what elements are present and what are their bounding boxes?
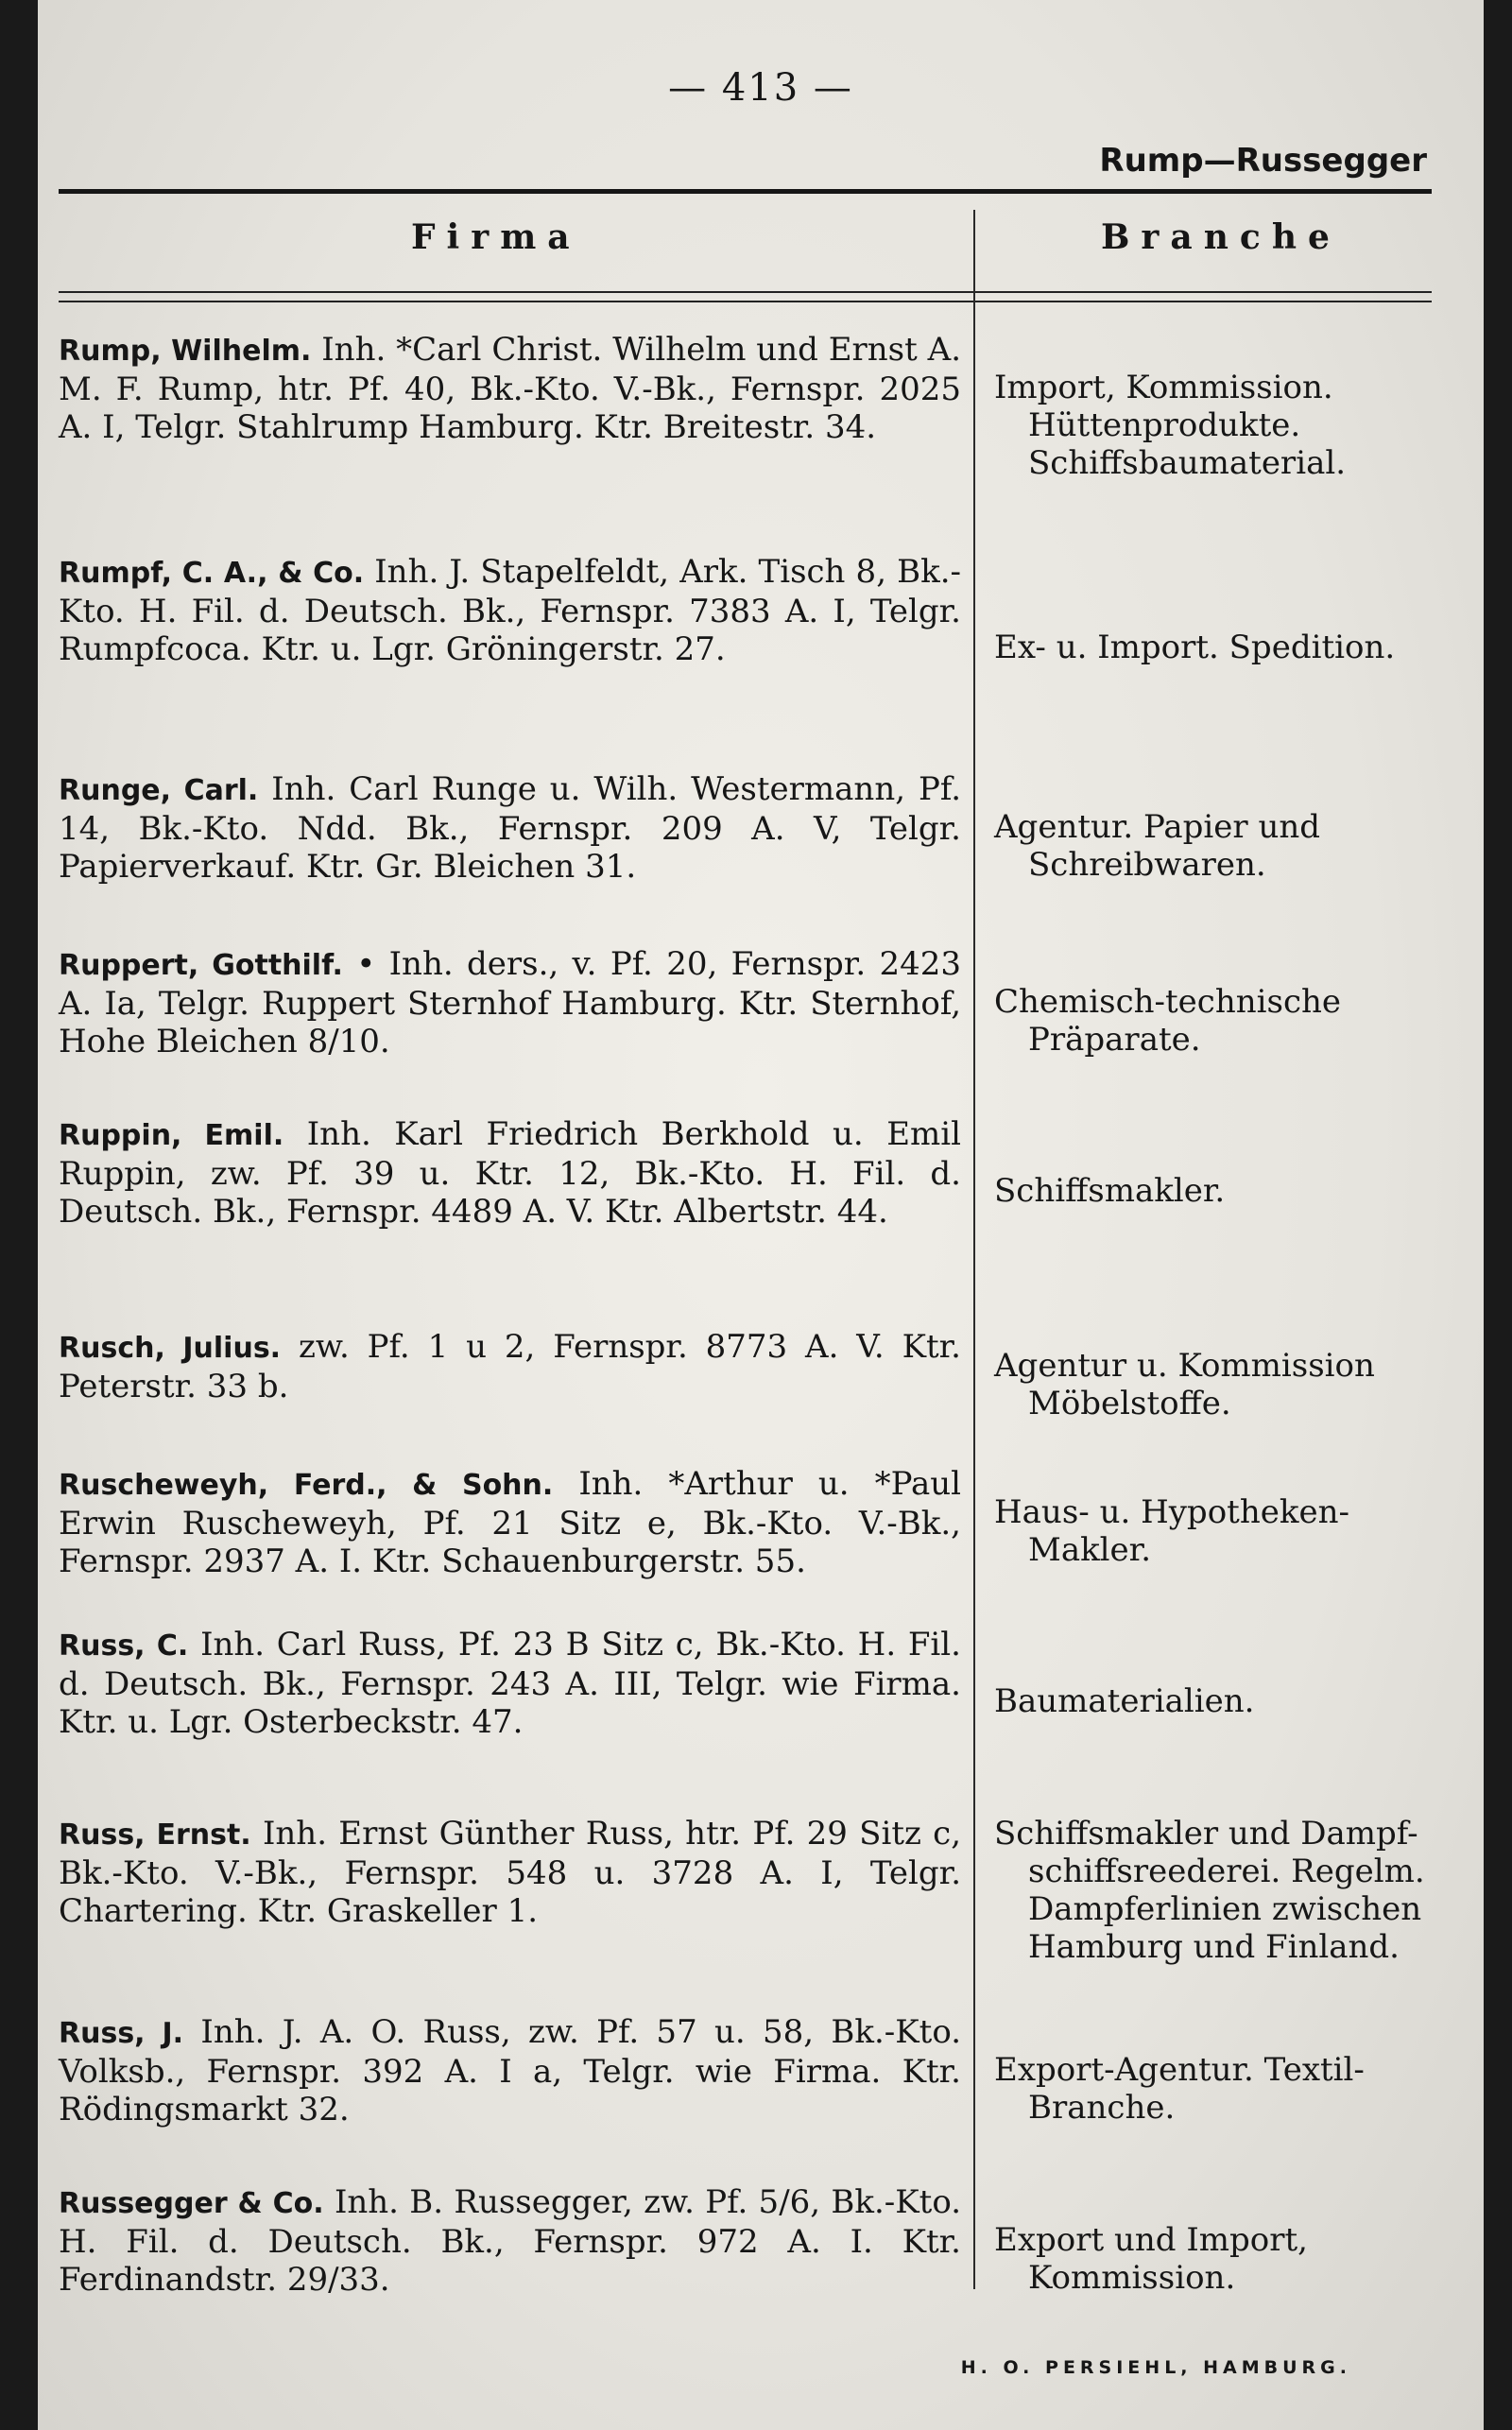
column-header-branche: Branche xyxy=(1101,217,1341,257)
branche-line: Chemisch-technische xyxy=(994,983,1342,1021)
entry-branche xyxy=(994,1172,1486,1210)
branche-line: Export und Import, xyxy=(994,2221,1308,2259)
entry-details: Inh. J. Stapelfeldt, Ark. Tisch 8, Bk.-Kto. H. Fil. d. Deutsch. Bk., Fernspr. 7383 A. I, Telgr. Rumpfcoca. Ktr. u. Lgr. Gröningerstr. 27. xyxy=(59,553,961,668)
entry-branche xyxy=(994,983,1486,1059)
branche-line: Möbelstoffe. xyxy=(1028,1385,1231,1422)
running-head: Rump—Russegger xyxy=(1099,142,1427,180)
entry-name: Ruscheweyh, Ferd., & Sohn. xyxy=(59,1469,554,1502)
branche-line: Ex- u. Import. Spedition. xyxy=(994,629,1396,666)
entry-firma xyxy=(59,1815,961,1930)
branche-line: Schiffsbaumaterial. xyxy=(1028,444,1347,482)
branche-line: Baumaterialien. xyxy=(994,1682,1255,1720)
entry-firma xyxy=(59,1115,961,1231)
entry-name: Rump, Wilhelm. xyxy=(59,335,312,368)
entry-branche xyxy=(994,2051,1486,2127)
page-number: — 413 — xyxy=(668,66,853,110)
entry-name: Russ, Ernst. xyxy=(59,1818,251,1852)
entry-name: Runge, Carl. xyxy=(59,774,259,807)
entry-details: Inh. Karl Friedrich Berkhold u. Emil Ruppin, zw. Pf. 39 u. Ktr. 12, Bk.-Kto. H. Fil. d. Deutsch. Bk., Fernspr. 4489 A. V. Ktr. Albertstr. 44. xyxy=(59,1115,962,1231)
directory-page xyxy=(38,0,1484,2430)
entry-branche xyxy=(994,1493,1486,1569)
branche-line: Hamburg und Finland. xyxy=(1028,1928,1400,1966)
entry-firma xyxy=(59,1465,961,1580)
entry-branche xyxy=(994,369,1486,482)
entry-details: Inh. Carl Runge u. Wilh. Westermann, Pf. 14, Bk.-Kto. Ndd. Bk., Fernspr. 209 A. V, Telgr. Papierverkauf. Ktr. Gr. Bleichen 31. xyxy=(59,770,962,886)
header-rule xyxy=(59,189,1432,194)
branche-line: Agentur. Papier und xyxy=(994,808,1321,846)
branche-line: Schreibwaren. xyxy=(1028,846,1266,884)
entry-name: Rumpf, C. A., & Co. xyxy=(59,557,365,590)
entry-branche xyxy=(994,629,1486,666)
entry-firma xyxy=(59,331,961,446)
entry-branche xyxy=(994,808,1486,884)
branche-line: Hüttenprodukte. xyxy=(1028,406,1301,444)
branche-line: Haus- u. Hypotheken- xyxy=(994,1493,1349,1531)
entry-name: Ruppert, Gotthilf. xyxy=(59,949,343,982)
entry-firma xyxy=(59,1626,961,1741)
branche-line: Präparate. xyxy=(1028,1021,1201,1059)
column-header-firma: Firma xyxy=(411,217,581,257)
entry-branche xyxy=(994,1347,1486,1422)
entry-branche xyxy=(994,2221,1486,2297)
entry-details: Inh. B. Russegger, zw. Pf. 5/6, Bk.-Kto. H. Fil. d. Deutsch. Bk., Fernspr. 972 A. I. Ktr. Ferdinandstr. 29/33. xyxy=(59,2183,961,2299)
branche-line: Import, Kommission. xyxy=(994,369,1333,406)
entry-details: • Inh. ders., v. Pf. 20, Fernspr. 2423 A. Ia, Telgr. Ruppert Sternhof Hamburg. Ktr. Sternhof, Hohe Bleichen 8/10. xyxy=(59,945,961,1060)
branche-line: Kommission. xyxy=(1028,2259,1236,2297)
branche-line: Agentur u. Kommission xyxy=(994,1347,1375,1385)
entry-name: Russ, C. xyxy=(59,1629,189,1663)
entry-details: Inh. *Carl Christ. Wilhelm und Ernst A. M. F. Rump, htr. Pf. 40, Bk.-Kto. V.-Bk., Fernspr. 2025 A. I, Telgr. Stahlrump Hamburg. Ktr. Breitestr. 34. xyxy=(59,331,961,446)
branche-line: Makler. xyxy=(1028,1531,1152,1569)
entry-firma xyxy=(59,2183,961,2299)
entry-details: Inh. J. A. O. Russ, zw. Pf. 57 u. 58, Bk.-Kto. Volksb., Fernspr. 392 A. I a, Telgr. wie Firma. Ktr. Rödingsmarkt 32. xyxy=(59,2013,962,2128)
entry-details: zw. Pf. 1 u 2, Fernspr. 8773 A. V. Ktr. Peterstr. 33 b. xyxy=(59,1328,961,1405)
branche-line: Schiffsmakler und Dampf- xyxy=(994,1815,1418,1853)
entry-firma xyxy=(59,553,961,668)
entry-firma xyxy=(59,945,961,1060)
branche-line: schiffsreederei. Regelm. xyxy=(1028,1853,1425,1890)
branche-line: Export-Agentur. Textil- xyxy=(994,2051,1365,2089)
column-divider xyxy=(973,210,975,2289)
entry-details: Inh. *Arthur u. *Paul Erwin Ruscheweyh, Pf. 21 Sitz e, Bk.-Kto. V.-Bk., Fernspr. 2937 A. I. Ktr. Schauenburgerstr. 55. xyxy=(59,1465,961,1580)
branche-line: Schiffsmakler. xyxy=(994,1172,1226,1210)
header-double-rule xyxy=(59,291,1432,302)
entry-name: Russegger & Co. xyxy=(59,2187,324,2220)
entry-branche xyxy=(994,1815,1486,1966)
entry-details: Inh. Ernst Günther Russ, htr. Pf. 29 Sitz c, Bk.-Kto. V.-Bk., Fernspr. 548 u. 3728 A. I, Telgr. Chartering. Ktr. Graskeller 1. xyxy=(59,1815,961,1930)
printer-imprint: H. O. PERSIEHL, HAMBURG. xyxy=(960,2357,1351,2378)
entry-details: Inh. Carl Russ, Pf. 23 B Sitz c, Bk.-Kto. H. Fil. d. Deutsch. Bk., Fernspr. 243 A. III, Telgr. wie Firma. Ktr. u. Lgr. Osterbeckstr. 47. xyxy=(59,1626,961,1741)
entry-firma xyxy=(59,2013,961,2128)
entry-name: Rusch, Julius. xyxy=(59,1332,282,1365)
entry-firma xyxy=(59,770,961,886)
entry-branche xyxy=(994,1682,1486,1720)
branche-line: Branche. xyxy=(1028,2089,1176,2127)
entry-name: Russ, J. xyxy=(59,2017,184,2050)
entry-firma xyxy=(59,1328,961,1405)
branche-line: Dampferlinien zwischen xyxy=(1028,1890,1422,1928)
entry-name: Ruppin, Emil. xyxy=(59,1119,284,1152)
